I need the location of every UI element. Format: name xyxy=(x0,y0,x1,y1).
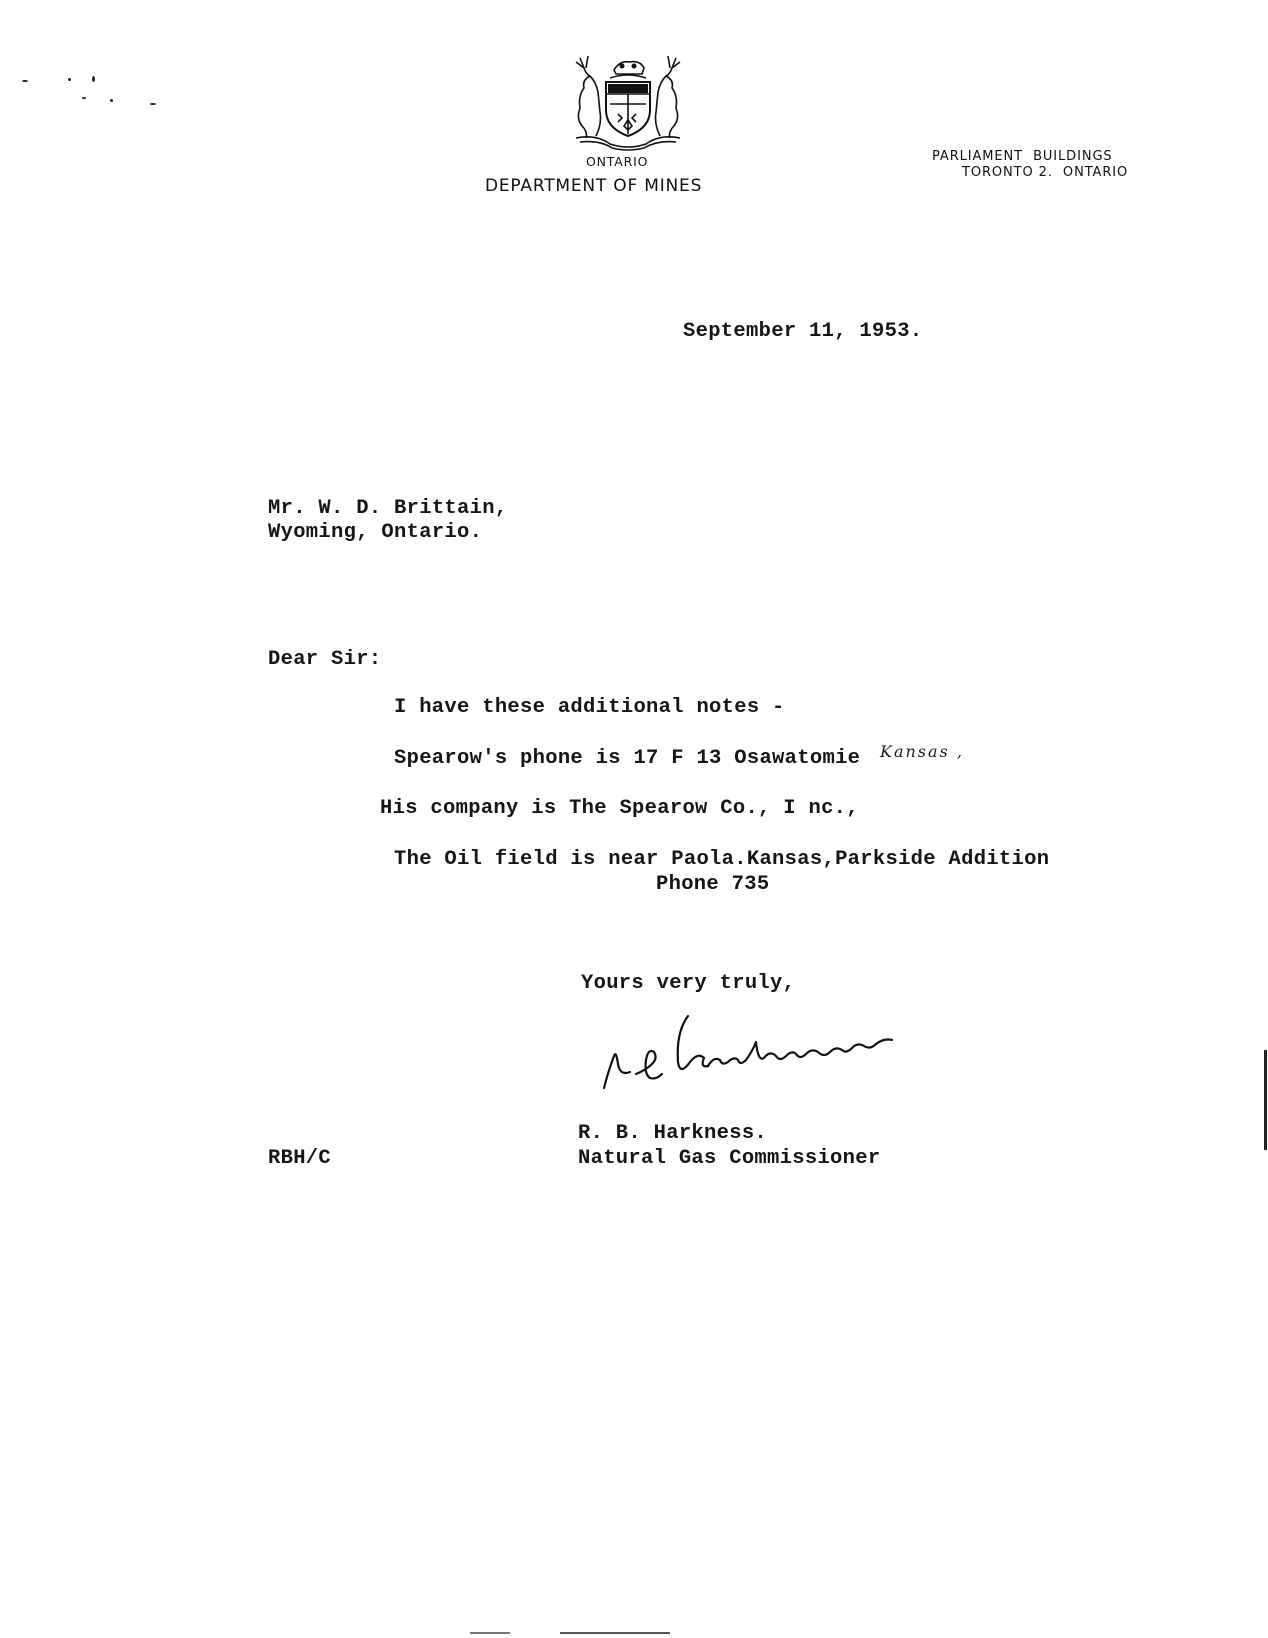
margin-speck xyxy=(82,97,86,99)
margin-speck xyxy=(150,103,156,105)
salutation: Dear Sir: xyxy=(268,648,382,671)
body-line: The Oil field is near Paola.Kansas,Parkside Addition xyxy=(394,848,1050,871)
margin-speck xyxy=(92,76,95,82)
scan-edge-mark xyxy=(560,1632,670,1634)
reference-initials: RBH/C xyxy=(268,1147,332,1170)
body-line: His company is The Spearow Co., I nc., xyxy=(380,797,859,820)
handwritten-insert: Kansas , xyxy=(880,742,964,761)
margin-speck xyxy=(110,99,113,102)
margin-speck xyxy=(22,80,28,82)
letterhead-address-line1: PARLIAMENT BUILDINGS xyxy=(932,149,1113,164)
recipient-address: Wyoming, Ontario. xyxy=(268,521,483,544)
ontario-coat-of-arms-icon xyxy=(566,52,690,152)
body-line: Phone 735 xyxy=(656,873,770,896)
body-line: Spearow's phone is 17 F 13 Osawatomie xyxy=(394,747,861,770)
scan-edge-mark xyxy=(1264,1050,1267,1150)
recipient-name: Mr. W. D. Brittain, xyxy=(268,497,508,520)
handwritten-signature xyxy=(596,1012,926,1092)
closing: Yours very truly, xyxy=(581,972,796,995)
signer-name: R. B. Harkness. xyxy=(578,1122,768,1145)
signer-title: Natural Gas Commissioner xyxy=(578,1147,881,1170)
letterhead-department: DEPARTMENT OF MINES xyxy=(485,176,703,196)
letter-date: September 11, 1953. xyxy=(683,320,923,343)
scan-edge-mark xyxy=(470,1632,510,1634)
letterhead-address-line2: TORONTO 2. ONTARIO xyxy=(962,165,1129,180)
letterhead-province: ONTARIO xyxy=(586,154,649,169)
body-line: I have these additional notes - xyxy=(394,696,785,719)
margin-speck xyxy=(68,78,71,81)
